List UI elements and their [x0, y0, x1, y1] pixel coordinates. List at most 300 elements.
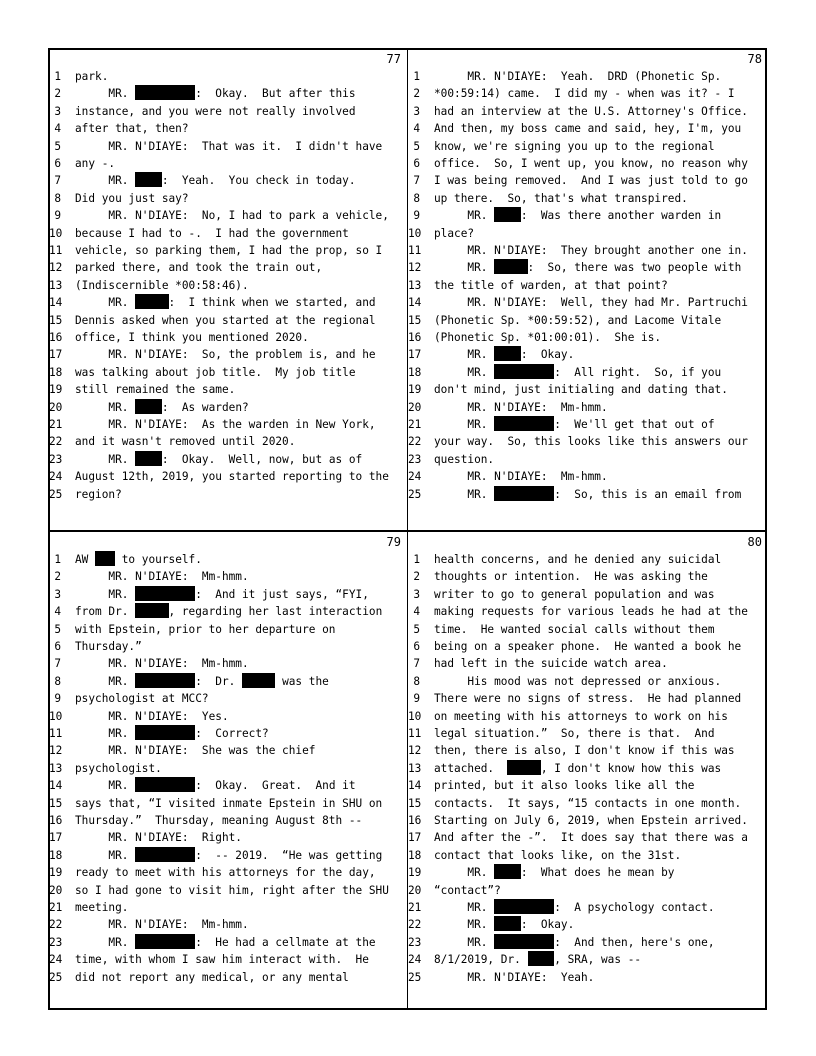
line-text: : He had a cellmate at the: [195, 935, 376, 949]
line-text: MR. N'DIAYE: Mm-hmm.: [434, 400, 608, 414]
transcript-page-78: [408, 49, 766, 529]
transcript-line: [49, 416, 376, 433]
transcript-line: [408, 586, 715, 603]
redaction-box: [135, 603, 168, 618]
line-number: 8: [413, 674, 420, 688]
line-text: contact that looks like, on the 31st.: [434, 848, 682, 862]
line-number: 5: [54, 139, 61, 153]
transcript-line: [408, 381, 728, 398]
line-text: 8/1/2019, Dr.: [434, 953, 528, 967]
line-number: 12: [49, 261, 63, 275]
line-text: And after the -”. It does say that there was a: [434, 831, 748, 845]
line-text: so I had gone to visit him, right after the SHU: [75, 883, 389, 897]
line-number: 8: [54, 191, 61, 205]
line-text: MR. N'DIAYE: So, the problem is, and he: [75, 348, 376, 362]
line-text: MR. N'DIAYE: They brought another one in.: [434, 244, 748, 257]
line-text: MR.: [434, 487, 495, 501]
line-text: (Phonetic Sp. *00:59:52), and Lacome Vitale: [434, 313, 722, 327]
line-text: Thursday.”: [75, 640, 142, 653]
line-text: don't mind, just initialing and dating that.: [434, 383, 728, 397]
line-number: 17: [49, 348, 63, 362]
redaction-box: [135, 777, 195, 792]
transcript-line: [408, 742, 735, 759]
line-text: parked there, and took the train out,: [75, 261, 323, 275]
line-text: MR.: [434, 348, 495, 362]
redaction-box: [494, 916, 521, 931]
transcript-line: [49, 673, 329, 690]
line-text: psychologist.: [75, 761, 162, 775]
transcript-line: [49, 708, 229, 725]
line-text: MR. N'DIAYE: Right.: [75, 831, 242, 845]
line-number: 1: [413, 553, 420, 566]
line-number: 23: [49, 935, 63, 949]
line-number: 16: [408, 331, 422, 344]
line-text: , I don't know how this was: [540, 761, 722, 775]
line-number: 13: [49, 278, 63, 292]
line-number: 17: [49, 831, 63, 845]
transcript-line: [49, 155, 115, 172]
line-number: 15: [408, 796, 422, 810]
transcript-line: [408, 138, 715, 155]
line-text: : Okay.: [520, 348, 575, 362]
line-text: up there. So, that's what transpired.: [434, 191, 688, 205]
line-text: MR.: [75, 587, 136, 601]
line-number: 9: [413, 209, 420, 223]
line-text: : We'll get that out of: [554, 418, 715, 431]
line-number: 23: [408, 935, 422, 949]
transcript-line: [49, 242, 382, 259]
line-text: “contact”?: [434, 883, 501, 897]
line-number: 8: [54, 674, 61, 688]
line-text: (Indiscernible *00:58:46).: [75, 278, 249, 292]
transcript-line: [49, 551, 202, 568]
redaction-box: [135, 451, 162, 466]
line-text: MR.: [75, 674, 136, 688]
line-text: , regarding her last interaction: [168, 605, 383, 619]
line-number: 5: [413, 622, 420, 636]
transcript-line: [49, 68, 108, 85]
line-number: 19: [408, 383, 422, 397]
transcript-line: [408, 103, 748, 120]
transcript-line: [408, 172, 748, 189]
line-text: writer to go to general population and was: [434, 587, 715, 601]
line-number: 20: [49, 400, 63, 414]
transcript-line: [408, 812, 748, 829]
line-number: 6: [54, 640, 61, 653]
redaction-box: [494, 416, 554, 431]
line-number: 12: [408, 744, 422, 758]
line-text: His mood was not depressed or anxious.: [434, 674, 722, 688]
transcript-line: [49, 934, 376, 951]
line-text: : I think when we started, and: [168, 296, 376, 310]
transcript-line: [49, 899, 128, 916]
transcript-line: [408, 708, 728, 725]
line-text: MR.: [75, 727, 136, 740]
line-number: 21: [49, 901, 63, 914]
line-text: *00:59:14) came. I did my - when was it? - I: [434, 87, 735, 101]
line-number: 19: [49, 383, 63, 397]
line-number: 13: [408, 278, 422, 292]
transcript-line: [49, 277, 249, 294]
line-number: 19: [49, 866, 63, 880]
redaction-box: [494, 207, 521, 222]
transcript-line: [408, 638, 741, 655]
line-number: 24: [49, 470, 63, 484]
line-text: had left in the suicide watch area.: [434, 657, 668, 671]
transcript-line: [408, 621, 715, 638]
line-text: MR.: [75, 848, 136, 862]
line-text: MR.: [434, 261, 495, 275]
line-number: 15: [49, 313, 63, 327]
transcript-line: [408, 899, 715, 916]
line-number: 10: [49, 226, 63, 240]
line-number: 22: [49, 918, 63, 932]
transcript-line: [408, 486, 741, 503]
transcript-line: [408, 829, 748, 846]
redaction-box: [494, 934, 554, 949]
line-number: 7: [54, 174, 61, 188]
line-text: MR.: [434, 209, 495, 223]
transcript-line: [408, 155, 748, 172]
redaction-box: [135, 725, 195, 740]
transcript-line: [49, 381, 235, 398]
redaction-box: [528, 951, 555, 966]
line-text: (Phonetic Sp. *01:00:01). She is.: [434, 331, 662, 344]
redaction-box: [494, 346, 521, 361]
line-text: : Okay.: [520, 918, 575, 932]
line-number: 21: [49, 418, 63, 431]
line-text: Starting on July 6, 2019, when Epstein arrived.: [434, 814, 748, 827]
line-number: 17: [408, 831, 422, 845]
transcript-page-77: [49, 49, 407, 529]
line-text: MR. N'DIAYE: Yeah.: [434, 970, 595, 984]
line-text: MR. N'DIAYE: She was the chief: [75, 744, 316, 758]
line-text: psychologist at MCC?: [75, 692, 209, 706]
line-number: 18: [408, 848, 422, 862]
transcript-line: [408, 364, 721, 381]
line-number: 7: [413, 174, 420, 188]
line-number: 18: [49, 848, 63, 862]
transcript-line: [49, 829, 242, 846]
line-number: 7: [413, 657, 420, 671]
transcript-line: [49, 568, 249, 585]
line-number: 25: [408, 970, 422, 984]
transcript-line: [408, 916, 574, 933]
line-number: 4: [54, 605, 61, 619]
line-number: 12: [49, 744, 63, 758]
line-number: 9: [54, 692, 61, 706]
transcript-line: [408, 847, 681, 864]
line-text: MR.: [75, 935, 136, 949]
transcript-line: [49, 259, 322, 276]
transcript-line: [408, 864, 674, 881]
line-text: MR.: [75, 452, 136, 466]
transcript-line: [408, 934, 715, 951]
redaction-box: [135, 673, 195, 688]
redaction-box: [494, 486, 554, 501]
transcript-line: [408, 551, 721, 568]
line-number: 10: [49, 709, 63, 723]
redaction-box: [135, 172, 162, 187]
line-number: 17: [408, 348, 422, 362]
transcript-line: [49, 103, 356, 120]
line-text: Dennis asked when you started at the regional: [75, 313, 376, 327]
line-text: office, I think you mentioned 2020.: [75, 331, 309, 344]
transcript-line: [49, 586, 369, 603]
transcript-line: [49, 951, 369, 968]
line-text: printed, but it also looks like all the: [434, 779, 695, 793]
redaction-box: [494, 899, 554, 914]
line-number: 22: [408, 435, 422, 449]
line-text: : Dr.: [195, 674, 242, 688]
transcript-sheet: [48, 48, 767, 1010]
line-text: any -.: [75, 157, 116, 170]
transcript-line: [408, 673, 721, 690]
line-text: : Yeah. You check in today.: [161, 174, 356, 188]
transcript-line: [49, 603, 382, 620]
line-text: There were no signs of stress. He had planned: [434, 692, 742, 706]
page-number: 78: [747, 52, 762, 66]
line-text: then, there is also, I don't know if this was: [434, 744, 735, 758]
line-number: 1: [54, 553, 61, 566]
transcript-line: [408, 68, 721, 85]
transcript-line: [49, 864, 376, 881]
line-text: : Okay. But after this: [195, 87, 356, 101]
line-text: MR.: [75, 174, 136, 188]
line-text: time, with whom I saw him interact with. He: [75, 953, 369, 967]
line-number: 20: [49, 883, 63, 897]
line-text: MR. N'DIAYE: Well, they had Mr. Partruchi: [434, 296, 748, 310]
line-number: 6: [413, 157, 420, 170]
transcript-line: [408, 777, 694, 794]
line-number: 11: [408, 727, 422, 740]
line-number: 11: [49, 244, 63, 257]
transcript-line: [49, 138, 382, 155]
line-number: 24: [408, 470, 422, 484]
line-text: on meeting with his attorneys to work on his: [434, 709, 728, 723]
transcript-line: [49, 172, 356, 189]
transcript-line: [408, 416, 715, 433]
transcript-line: [408, 207, 721, 224]
transcript-line: [49, 364, 356, 381]
transcript-line: [49, 120, 189, 137]
line-number: 19: [408, 866, 422, 880]
transcript-line: [49, 85, 356, 102]
line-text: MR. N'DIAYE: That was it. I didn't have: [75, 139, 383, 153]
line-text: MR. N'DIAYE: As the warden in New York,: [75, 418, 376, 431]
transcript-line: [408, 760, 721, 777]
line-text: health concerns, and he denied any suicidal: [434, 553, 722, 566]
transcript-line: [408, 951, 641, 968]
transcript-line: [408, 568, 708, 585]
line-text: legal situation.” So, there is that. And: [434, 727, 715, 740]
line-text: says that, “I visited inmate Epstein in SHU on: [75, 796, 383, 810]
line-number: 16: [49, 814, 63, 827]
line-text: did not report any medical, or any mental: [75, 970, 349, 984]
transcript-line: [408, 346, 574, 363]
redaction-box: [135, 847, 195, 862]
line-text: contacts. It says, “15 contacts in one month.: [434, 796, 742, 810]
line-text: office. So, I went up, you know, no reason why: [434, 157, 748, 170]
transcript-line: [49, 468, 389, 485]
line-number: 12: [408, 261, 422, 275]
line-text: AW: [75, 553, 96, 566]
line-text: vehicle, so parking them, I had the prop, so I: [75, 244, 383, 257]
transcript-line: [408, 329, 661, 346]
line-text: park.: [75, 70, 109, 83]
line-text: : So, this is an email from: [554, 487, 742, 501]
line-number: 1: [54, 70, 61, 83]
transcript-line: [49, 742, 315, 759]
line-number: 23: [49, 452, 63, 466]
line-text: : All right. So, if you: [554, 365, 722, 379]
transcript-line: [49, 225, 349, 242]
line-text: : Okay. Great. And it: [195, 779, 356, 793]
transcript-line: [49, 433, 295, 450]
line-text: MR.: [75, 296, 136, 310]
line-text: , SRA, was --: [554, 953, 642, 967]
transcript-line: [49, 690, 209, 707]
line-number: 4: [413, 122, 420, 136]
line-number: 22: [408, 918, 422, 932]
line-number: 20: [408, 883, 422, 897]
line-number: 2: [413, 570, 420, 584]
line-number: 6: [413, 640, 420, 653]
line-number: 14: [49, 296, 63, 310]
transcript-line: [408, 259, 741, 276]
transcript-line: [49, 847, 382, 864]
line-text: question.: [434, 452, 495, 466]
page-number: 79: [386, 535, 401, 549]
transcript-line: [49, 777, 356, 794]
line-text: : What does he mean by: [520, 866, 675, 880]
transcript-line: [49, 399, 249, 416]
transcript-line: [408, 190, 688, 207]
line-text: : A psychology contact.: [554, 901, 715, 914]
transcript-line: [408, 399, 608, 416]
line-text: meeting.: [75, 901, 129, 914]
line-number: 25: [49, 970, 63, 984]
line-text: MR.: [75, 779, 136, 793]
line-number: 14: [408, 779, 422, 793]
transcript-page-80: [408, 532, 766, 1012]
page-number: 80: [747, 535, 762, 549]
transcript-line: [49, 795, 382, 812]
line-number: 9: [54, 209, 61, 223]
line-number: 2: [54, 87, 61, 101]
line-number: 8: [413, 191, 420, 205]
line-number: 3: [413, 104, 420, 118]
line-text: Thursday.” Thursday, meaning August 8th --: [75, 814, 363, 827]
line-number: 23: [408, 452, 422, 466]
line-number: 2: [54, 570, 61, 584]
line-number: 5: [413, 139, 420, 153]
page-number: 77: [386, 52, 401, 66]
transcript-line: [49, 882, 389, 899]
line-number: 10: [408, 226, 422, 240]
redaction-box: [494, 259, 527, 274]
transcript-line: [408, 225, 474, 242]
transcript-line: [49, 346, 376, 363]
transcript-line: [408, 85, 735, 102]
transcript-line: [49, 916, 249, 933]
redaction-box: [494, 864, 521, 879]
line-text: your way. So, this looks like this answers our: [434, 435, 748, 449]
line-text: MR.: [434, 918, 495, 932]
transcript-line: [408, 120, 741, 137]
transcript-line: [408, 312, 721, 329]
line-number: 9: [413, 692, 420, 706]
line-text: MR. N'DIAYE: Mm-hmm.: [75, 570, 249, 584]
line-text: : And it just says, “FYI,: [195, 587, 369, 601]
transcript-line: [49, 655, 249, 672]
line-text: had an interview at the U.S. Attorney's Office.: [434, 104, 748, 118]
line-number: 25: [49, 487, 63, 501]
line-text: MR.: [75, 400, 136, 414]
line-text: : So, there was two people with: [527, 261, 742, 275]
line-number: 3: [54, 587, 61, 601]
line-text: MR. N'DIAYE: Mm-hmm.: [434, 470, 608, 484]
line-text: MR.: [434, 935, 495, 949]
line-text: attached.: [434, 761, 508, 775]
transcript-line: [408, 433, 748, 450]
line-text: : -- 2019. “He was getting: [195, 848, 383, 862]
line-number: 13: [49, 761, 63, 775]
transcript-line: [49, 969, 349, 986]
line-text: time. He wanted social calls without them: [434, 622, 715, 636]
line-text: MR.: [434, 866, 495, 880]
transcript-line: [49, 190, 189, 207]
line-text: : Correct?: [195, 727, 269, 740]
line-number: 15: [49, 796, 63, 810]
line-text: MR.: [434, 418, 495, 431]
transcript-line: [408, 725, 715, 742]
transcript-line: [49, 725, 269, 742]
transcript-line: [408, 277, 668, 294]
transcript-line: [49, 312, 376, 329]
line-text: region?: [75, 487, 122, 501]
redaction-box: [494, 364, 554, 379]
redaction-box: [242, 673, 275, 688]
line-number: 7: [54, 657, 61, 671]
line-number: 21: [408, 418, 422, 431]
line-text: still remained the same.: [75, 383, 236, 397]
line-number: 5: [54, 622, 61, 636]
redaction-box: [95, 551, 115, 566]
line-text: MR.: [75, 87, 136, 101]
line-text: MR.: [434, 901, 495, 914]
transcript-line: [408, 242, 748, 259]
transcript-line: [408, 603, 748, 620]
line-number: 14: [49, 779, 63, 793]
line-number: 3: [54, 104, 61, 118]
transcript-line: [49, 638, 142, 655]
line-text: MR. N'DIAYE: Yeah. DRD (Phonetic Sp.: [434, 70, 722, 83]
transcript-line: [49, 621, 335, 638]
line-number: 22: [49, 435, 63, 449]
line-text: making requests for various leads he had at the: [434, 605, 748, 619]
transcript-page-79: [49, 532, 407, 1012]
transcript-line: [408, 969, 594, 986]
line-number: 16: [49, 331, 63, 344]
redaction-box: [135, 85, 195, 100]
line-text: : Was there another warden in: [520, 209, 722, 223]
line-text: thoughts or intention. He was asking the: [434, 570, 708, 584]
line-number: 11: [49, 727, 63, 740]
line-text: MR. N'DIAYE: No, I had to park a vehicle,: [75, 209, 389, 223]
line-number: 6: [54, 157, 61, 170]
line-number: 25: [408, 487, 422, 501]
